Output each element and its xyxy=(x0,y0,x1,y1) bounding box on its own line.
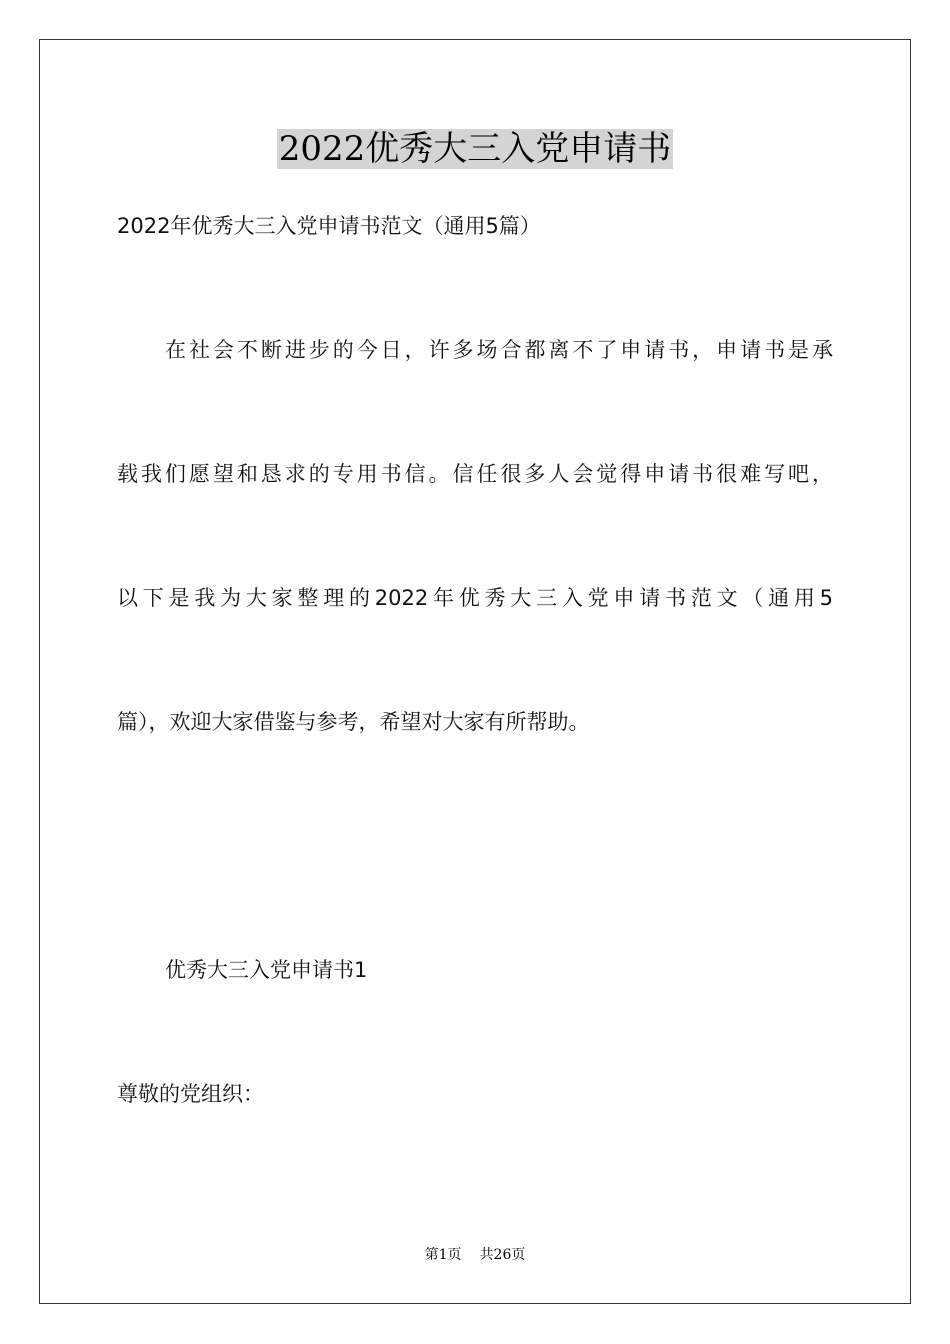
section-heading: 优秀大三入党申请书1 xyxy=(165,958,368,982)
intro-line-4: 篇），欢迎大家借鉴与参考，希望对大家有所帮助。 xyxy=(117,710,590,734)
intro-line-1: 在社会不断进步的今日，许多场合都离不了申请书，申请书是承 xyxy=(165,338,833,362)
document-subtitle: 2022年优秀大三入党申请书范文（通用5篇） xyxy=(117,214,541,238)
page-footer xyxy=(0,1246,950,1264)
intro-line-2: 载我们愿望和恳求的专用书信。信任很多人会觉得申请书很难写吧， xyxy=(117,462,833,486)
document-title xyxy=(0,128,950,170)
page-number: 第1页 xyxy=(424,1247,462,1263)
intro-line-3: 以下是我为大家整理的2022年优秀大三入党申请书范文（通用5 xyxy=(117,586,833,610)
document-title-text: 2022优秀大三入党申请书 xyxy=(278,129,672,169)
page-total: 共26页 xyxy=(479,1247,526,1263)
salutation: 尊敬的党组织： xyxy=(117,1082,264,1106)
